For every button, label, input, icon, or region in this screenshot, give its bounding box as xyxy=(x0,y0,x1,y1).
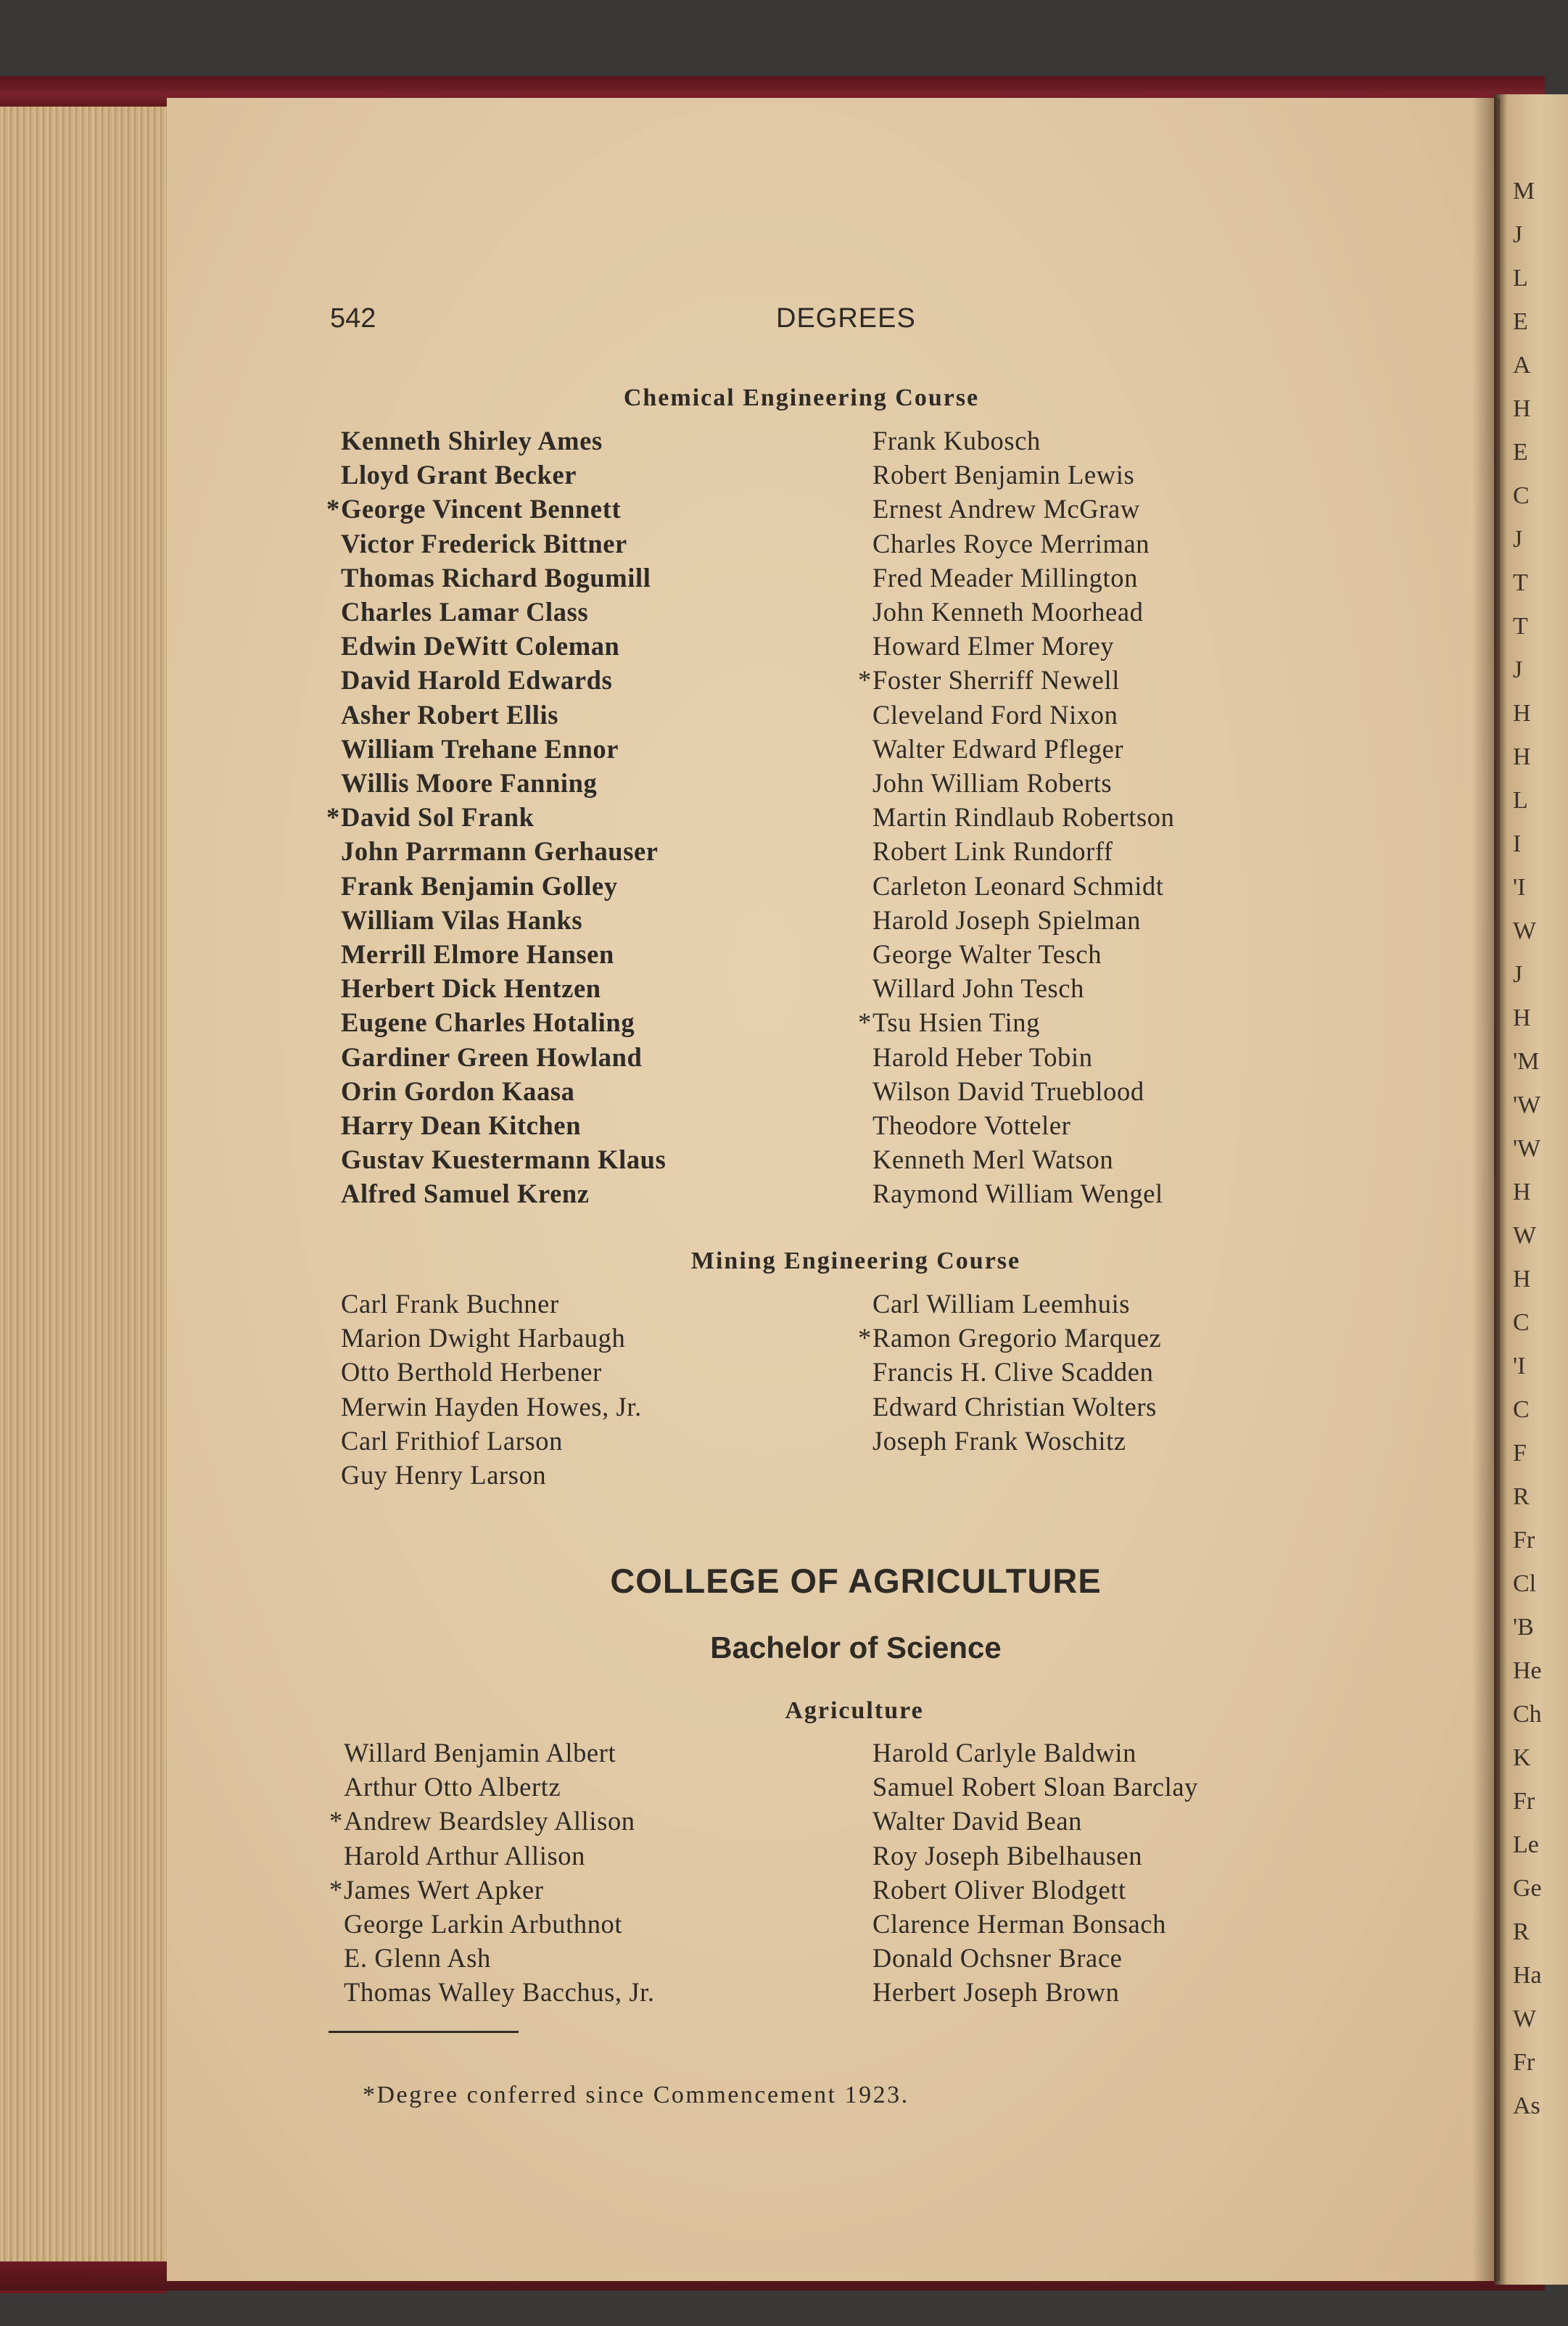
adjacent-page-fragment: 'I xyxy=(1513,1353,1526,1379)
graduate-name-text: William Trehane Ennor xyxy=(341,733,619,764)
graduate-name-text: Willard John Tesch xyxy=(872,973,1084,1004)
adjacent-page-fragment: Fr xyxy=(1513,1527,1535,1554)
graduate-name xyxy=(872,869,1174,903)
graduate-name-text: James Wert Apker xyxy=(344,1874,544,1905)
running-head: DEGREES xyxy=(776,303,916,334)
graduate-name xyxy=(872,1355,1161,1389)
graduate-name xyxy=(344,1975,655,2009)
graduate-name-text: Ramon Gregorio Marquez xyxy=(872,1323,1162,1353)
adjacent-page-fragment: Le xyxy=(1513,1831,1539,1858)
graduate-name-text: Guy Henry Larson xyxy=(341,1460,547,1490)
degree-title: Bachelor of Science xyxy=(710,1630,1002,1665)
graduate-name-text: Wilson David Trueblood xyxy=(872,1076,1144,1106)
graduate-name xyxy=(872,629,1174,663)
page-number: 542 xyxy=(330,303,376,334)
graduate-name-text: Edwin DeWitt Coleman xyxy=(341,631,620,661)
footnote-rule xyxy=(329,2031,519,2033)
adjacent-page-fragment: C xyxy=(1513,482,1530,509)
graduate-name-text: Foster Sherriff Newell xyxy=(872,665,1120,696)
graduate-name xyxy=(341,424,666,458)
graduate-name-text: Merrill Elmore Hansen xyxy=(341,939,614,970)
adjacent-page-fragment: 'I xyxy=(1513,874,1526,901)
graduate-name-text: Carl William Leemhuis xyxy=(872,1289,1131,1319)
graduate-name xyxy=(341,732,666,766)
graduate-name xyxy=(326,492,666,526)
graduate-name-text: Asher Robert Ellis xyxy=(341,699,559,730)
mining-engineering-heading: Mining Engineering Course xyxy=(690,1247,1021,1274)
graduate-name xyxy=(872,1770,1198,1804)
graduate-name xyxy=(341,1390,642,1424)
graduate-name xyxy=(872,424,1174,458)
graduate-name xyxy=(872,1975,1198,2009)
graduate-name-text: Robert Benjamin Lewis xyxy=(872,460,1135,490)
chemical-right-column xyxy=(858,424,1175,1211)
adjacent-page-fragment: E xyxy=(1513,439,1528,466)
graduate-name-text: John William Roberts xyxy=(872,768,1113,799)
graduate-name-text: Eugene Charles Hotaling xyxy=(341,1007,635,1038)
graduate-name-text: John Parrmann Gerhauser xyxy=(341,836,659,867)
graduate-name xyxy=(872,595,1174,629)
graduate-name xyxy=(872,834,1174,868)
graduate-name-text: Francis H. Clive Scadden xyxy=(872,1357,1154,1387)
graduate-name xyxy=(341,698,666,732)
graduate-name xyxy=(341,1458,642,1492)
graduate-name xyxy=(872,1804,1198,1838)
adjacent-page-fragment: Fr xyxy=(1513,2049,1535,2076)
graduate-name-text: Willard Benjamin Albert xyxy=(344,1738,616,1768)
graduate-name-text: Harold Joseph Spielman xyxy=(872,904,1142,935)
graduate-name xyxy=(341,629,666,663)
asterisk-mark: * xyxy=(329,1874,343,1905)
adjacent-page-fragment: W xyxy=(1513,2005,1537,2032)
graduate-name xyxy=(341,1142,666,1176)
graduate-name xyxy=(329,1804,655,1838)
graduate-name-text: Theodore Votteler xyxy=(872,1110,1071,1141)
graduate-name xyxy=(341,1005,666,1039)
graduate-name-text: Otto Berthold Herbener xyxy=(341,1357,602,1387)
adjacent-page-fragment: H xyxy=(1513,1179,1531,1205)
graduate-name xyxy=(341,971,666,1005)
graduate-name-text: Cleveland Ford Nixon xyxy=(872,699,1118,730)
adjacent-page-fragment: As xyxy=(1513,2092,1540,2119)
adjacent-page-fragment: K xyxy=(1513,1744,1531,1771)
graduate-name-text: Gustav Kuestermann Klaus xyxy=(341,1145,667,1175)
graduate-name xyxy=(326,800,666,834)
graduate-name-text: Kenneth Merl Watson xyxy=(872,1145,1114,1175)
adjacent-page-fragment: H xyxy=(1513,1005,1531,1031)
graduate-name xyxy=(344,1736,655,1770)
graduate-name-text: George Vincent Bennett xyxy=(341,494,622,524)
graduate-name xyxy=(872,732,1174,766)
graduate-name-text: Merwin Hayden Howes, Jr. xyxy=(341,1391,642,1422)
asterisk-mark: * xyxy=(326,494,340,524)
graduate-name-text: Clarence Herman Bonsach xyxy=(872,1909,1166,1939)
agriculture-left-column xyxy=(329,1736,655,2010)
graduate-name-text: Carleton Leonard Schmidt xyxy=(872,870,1164,901)
graduate-name xyxy=(341,1040,666,1074)
graduate-name-text: Charles Royce Merriman xyxy=(872,528,1150,558)
graduate-name-text: Carl Frithiof Larson xyxy=(341,1425,563,1456)
graduate-name xyxy=(341,937,666,971)
graduate-name xyxy=(872,1176,1174,1211)
adjacent-page-fragment: F xyxy=(1513,1440,1527,1467)
graduate-name xyxy=(872,527,1174,561)
graduate-name-text: Tsu Hsien Ting xyxy=(872,1007,1040,1038)
graduate-name-text: Martin Rindlaub Robertson xyxy=(872,802,1175,833)
adjacent-page-fragment: H xyxy=(1513,743,1531,770)
adjacent-page-strip xyxy=(1494,94,1568,2285)
adjacent-page-fragment: H xyxy=(1513,1266,1531,1292)
graduate-name-text: Harry Dean Kitchen xyxy=(341,1110,582,1141)
graduate-name-text: Herbert Joseph Brown xyxy=(872,1977,1120,2008)
adjacent-page-fragment: T xyxy=(1513,569,1528,596)
mining-left-column xyxy=(341,1287,642,1492)
graduate-name xyxy=(872,1108,1174,1142)
graduate-name-text: Fred Meader Millington xyxy=(872,562,1138,593)
graduate-name-text: Lloyd Grant Becker xyxy=(341,460,577,490)
adjacent-page-fragment: I xyxy=(1513,830,1522,857)
adjacent-page-fragment: J xyxy=(1513,656,1523,683)
graduate-name xyxy=(341,834,666,868)
graduate-name-text: William Vilas Hanks xyxy=(341,904,583,935)
graduate-name-text: Willis Moore Fanning xyxy=(341,768,598,799)
graduate-name xyxy=(872,1941,1198,1975)
adjacent-page-fragment: A xyxy=(1513,352,1531,379)
graduate-name-text: Gardiner Green Howland xyxy=(341,1042,643,1072)
graduate-name-text: Harold Arthur Allison xyxy=(344,1840,585,1871)
graduate-name-text: David Harold Edwards xyxy=(341,665,613,696)
graduate-name xyxy=(872,1839,1198,1873)
asterisk-mark: * xyxy=(858,1323,872,1353)
graduate-name xyxy=(341,1424,642,1458)
graduate-name xyxy=(872,1390,1161,1424)
book-page-edges xyxy=(0,76,167,2293)
graduate-name xyxy=(341,766,666,800)
graduate-name xyxy=(341,663,666,697)
graduate-name xyxy=(872,800,1174,834)
graduate-name-text: Ernest Andrew McGraw xyxy=(872,494,1140,524)
graduate-name-text: David Sol Frank xyxy=(341,802,535,833)
graduate-name-text: Roy Joseph Bibelhausen xyxy=(872,1840,1143,1871)
graduate-name-text: Samuel Robert Sloan Barclay xyxy=(872,1772,1199,1802)
adjacent-page-fragment: L xyxy=(1513,265,1528,292)
graduate-name-text: Andrew Beardsley Allison xyxy=(344,1806,635,1836)
adjacent-page-fragment: Ha xyxy=(1513,1962,1542,1989)
graduate-name xyxy=(341,1074,666,1108)
footnote: *Degree conferred since Commencement 1923. xyxy=(363,2082,909,2108)
asterisk-mark: * xyxy=(858,665,872,696)
adjacent-page-fragment: J xyxy=(1513,221,1523,248)
graduate-name-text: Joseph Frank Woschitz xyxy=(872,1425,1126,1456)
graduate-name xyxy=(344,1907,655,1941)
graduate-name-text: Thomas Richard Bogumill xyxy=(341,562,651,593)
graduate-name xyxy=(872,971,1174,1005)
adjacent-page-fragment: T xyxy=(1513,613,1528,640)
graduate-name-text: Harold Heber Tobin xyxy=(872,1042,1093,1072)
agriculture-heading: Agriculture xyxy=(785,1697,924,1724)
graduate-name-text: Donald Ochsner Brace xyxy=(872,1943,1123,1974)
adjacent-page-fragment: J xyxy=(1513,526,1523,553)
graduate-name-text: Edward Christian Wolters xyxy=(872,1391,1157,1422)
adjacent-page-fragment: M xyxy=(1513,178,1535,205)
graduate-name xyxy=(858,1005,1174,1039)
adjacent-page-fragment: J xyxy=(1513,961,1523,988)
graduate-name xyxy=(329,1873,655,1907)
asterisk-mark: * xyxy=(326,802,340,833)
graduate-name-text: E. Glenn Ash xyxy=(344,1943,491,1974)
graduate-name xyxy=(341,1287,642,1321)
adjacent-page-fragment: Cl xyxy=(1513,1570,1537,1597)
graduate-name xyxy=(341,561,666,595)
adjacent-page-fragment: W xyxy=(1513,1222,1537,1249)
adjacent-page-fragment: H xyxy=(1513,700,1531,727)
graduate-name xyxy=(344,1941,655,1975)
asterisk-mark: * xyxy=(329,1806,343,1836)
chemical-engineering-heading: Chemical Engineering Course xyxy=(623,384,980,411)
mining-right-column xyxy=(858,1287,1162,1458)
graduate-name xyxy=(872,698,1174,732)
graduate-name-text: Herbert Dick Hentzen xyxy=(341,973,601,1004)
graduate-name xyxy=(341,1321,642,1355)
college-title: COLLEGE OF AGRICULTURE xyxy=(610,1562,1102,1600)
adjacent-page-fragment: E xyxy=(1513,308,1528,335)
adjacent-page-fragment: C xyxy=(1513,1396,1530,1423)
graduate-name xyxy=(872,1873,1198,1907)
graduate-name-text: Walter David Bean xyxy=(872,1806,1083,1836)
graduate-name-text: George Larkin Arbuthnot xyxy=(344,1909,623,1939)
graduate-name xyxy=(341,527,666,561)
graduate-name xyxy=(341,1176,666,1211)
graduate-name-text: Carl Frank Buchner xyxy=(341,1289,559,1319)
graduate-name-text: Victor Frederick Bittner xyxy=(341,528,627,558)
adjacent-page-fragment: 'B xyxy=(1513,1614,1534,1641)
graduate-name xyxy=(858,663,1174,697)
graduate-name-text: Robert Oliver Blodgett xyxy=(872,1874,1126,1905)
graduate-name-text: Frank Benjamin Golley xyxy=(341,870,618,901)
graduate-name-text: Harold Carlyle Baldwin xyxy=(872,1738,1136,1768)
graduate-name xyxy=(341,869,666,903)
graduate-name-text: Marion Dwight Harbaugh xyxy=(341,1323,626,1353)
graduate-name-text: Raymond William Wengel xyxy=(872,1179,1163,1209)
agriculture-right-column xyxy=(872,1736,1198,2010)
adjacent-page-fragment: 'W xyxy=(1513,1135,1541,1162)
graduate-name xyxy=(872,458,1174,492)
graduate-name xyxy=(872,1736,1198,1770)
asterisk-mark: * xyxy=(858,1007,872,1038)
graduate-name xyxy=(858,1321,1162,1355)
adjacent-page-fragment: He xyxy=(1513,1657,1542,1684)
adjacent-page-fragment: 'M xyxy=(1513,1048,1540,1075)
adjacent-page-fragment: R xyxy=(1513,1483,1530,1510)
graduate-name xyxy=(872,492,1174,526)
adjacent-page-fragment: L xyxy=(1513,787,1528,814)
graduate-name xyxy=(872,561,1174,595)
graduate-name xyxy=(872,1074,1174,1108)
graduate-name-text: Arthur Otto Albertz xyxy=(344,1772,561,1802)
graduate-name xyxy=(872,1142,1174,1176)
graduate-name xyxy=(344,1839,655,1873)
chemical-left-column xyxy=(326,424,667,1211)
adjacent-page-fragment: R xyxy=(1513,1918,1530,1945)
graduate-name-text: Walter Edward Pfleger xyxy=(872,733,1124,764)
graduate-name-text: Thomas Walley Bacchus, Jr. xyxy=(344,1977,655,2008)
graduate-name xyxy=(341,1108,666,1142)
graduate-name xyxy=(872,766,1174,800)
adjacent-page-fragment: H xyxy=(1513,395,1531,422)
graduate-name xyxy=(341,595,666,629)
graduate-name xyxy=(872,1287,1161,1321)
graduate-name xyxy=(341,903,666,937)
graduate-name-text: John Kenneth Moorhead xyxy=(872,597,1144,627)
graduate-name xyxy=(872,903,1174,937)
graduate-name xyxy=(341,458,666,492)
graduate-name-text: Frank Kubosch xyxy=(872,426,1041,455)
graduate-name-text: Alfred Samuel Krenz xyxy=(341,1179,590,1209)
graduate-name-text: George Walter Tesch xyxy=(872,939,1102,970)
graduate-name xyxy=(872,1424,1161,1458)
graduate-name xyxy=(344,1770,655,1804)
adjacent-page-fragment: Fr xyxy=(1513,1788,1535,1815)
graduate-name-text: Kenneth Shirley Ames xyxy=(341,426,603,455)
page-gutter-shadow xyxy=(1472,98,1500,2281)
graduate-name-text: Robert Link Rundorff xyxy=(872,836,1113,867)
adjacent-page-fragment: C xyxy=(1513,1309,1530,1336)
graduate-name xyxy=(872,1040,1174,1074)
graduate-name xyxy=(872,1907,1198,1941)
adjacent-page-fragment: 'W xyxy=(1513,1092,1541,1118)
adjacent-page-fragment: Ch xyxy=(1513,1701,1542,1728)
graduate-name xyxy=(872,937,1174,971)
graduate-name-text: Orin Gordon Kaasa xyxy=(341,1076,575,1106)
graduate-name xyxy=(341,1355,642,1389)
graduate-name-text: Howard Elmer Morey xyxy=(872,631,1115,661)
adjacent-page-fragment: Ge xyxy=(1513,1875,1542,1902)
graduate-name-text: Charles Lamar Class xyxy=(341,597,589,627)
adjacent-page-fragment: W xyxy=(1513,917,1537,944)
